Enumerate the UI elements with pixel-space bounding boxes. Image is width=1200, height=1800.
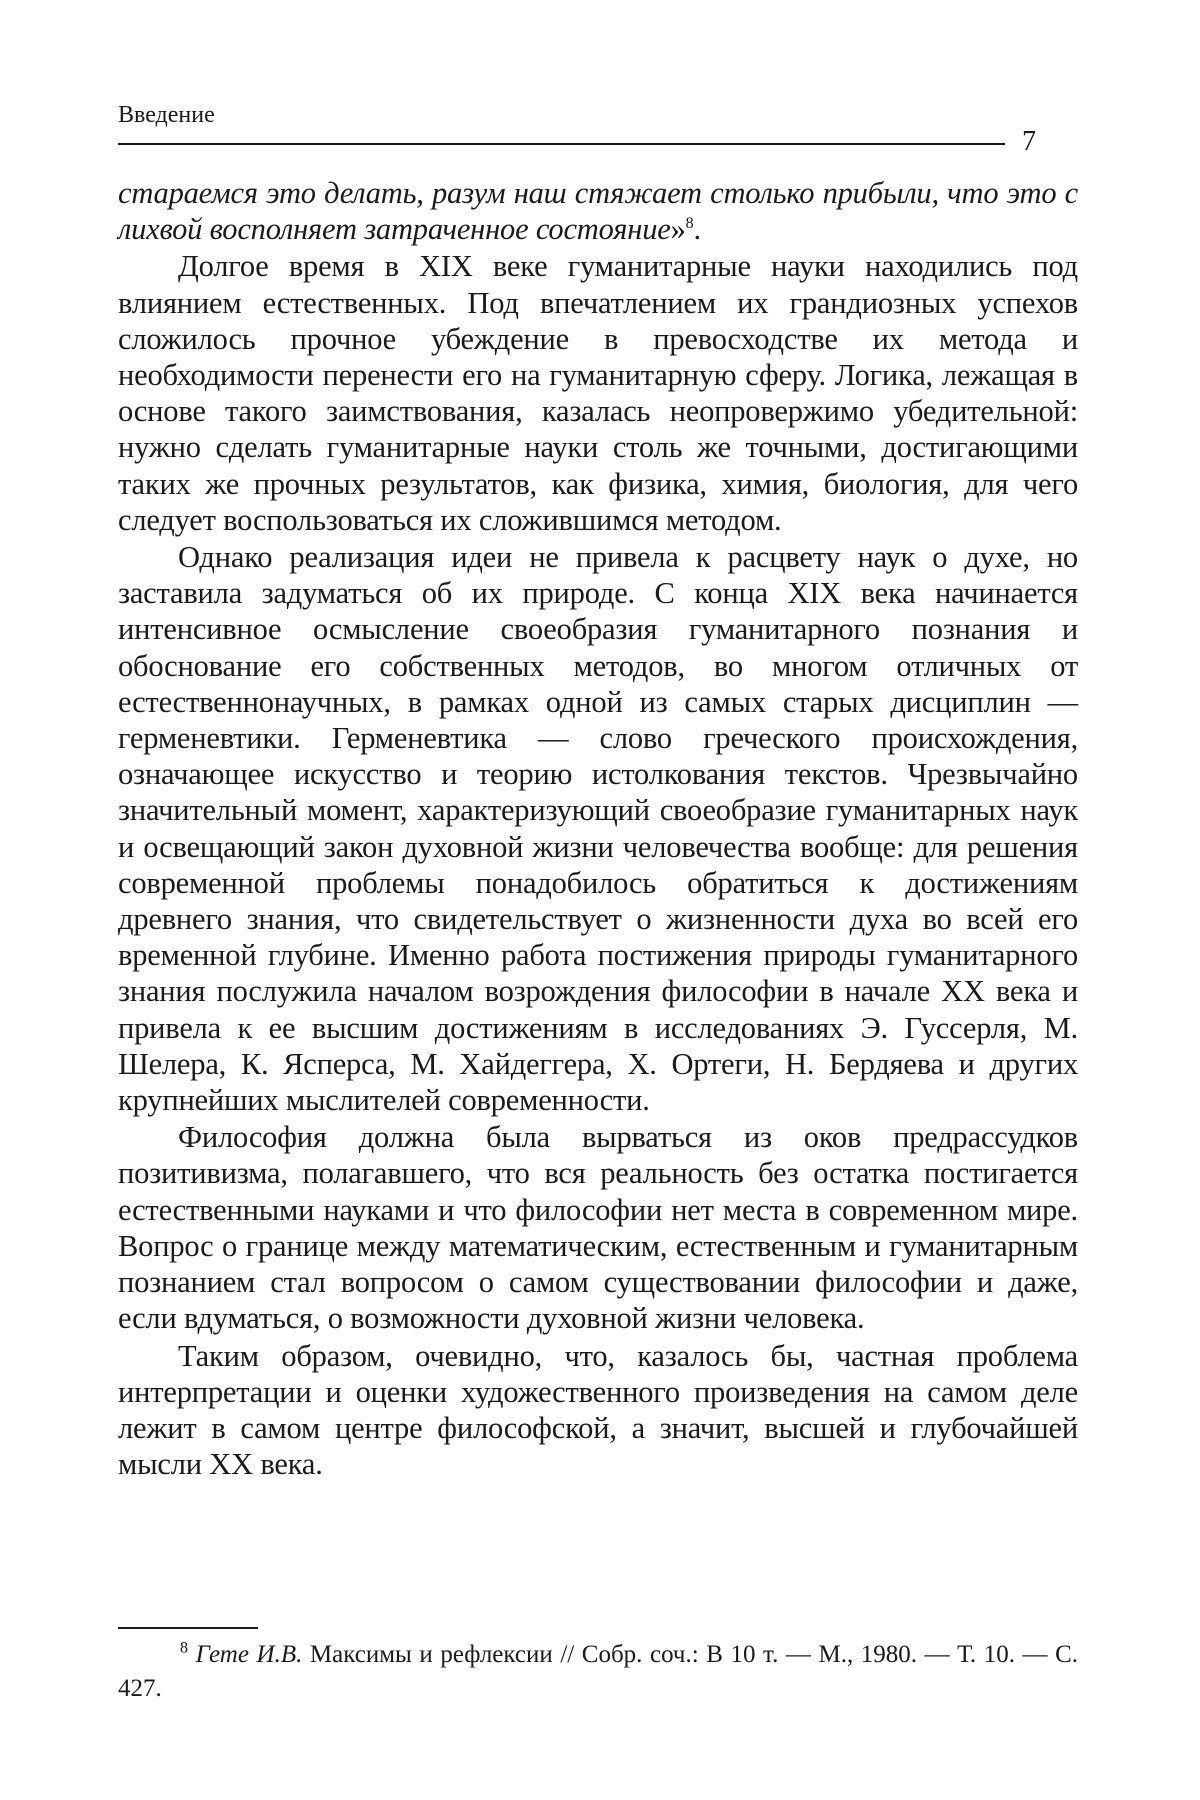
page-number: 7 — [1022, 126, 1036, 157]
main-text — [118, 175, 1078, 1482]
book-page — [118, 0, 1078, 1800]
paragraph: Долгое время в XIX веке гуманитарные науки находились под влиянием естественных. Под впечатлением их грандиозных успехов сложилось прочное убеждение в превосходстве их метода и необходимости перенести его на гуманитарную сферу. Логика, лежащая в основе такого заимствования, казалась неопровержимо убедительной: нужно сделать гуманитарные науки столь же точными, достигающими таких же прочных результатов, как физика, химия, биология, для чего следует воспользоваться их сложившимся методом. — [118, 249, 1078, 537]
footnote-author: Гете И.В. — [195, 1641, 303, 1668]
footnote-text: Максимы и рефлексии // Собр. соч.: В 10 т. — М., 1980. — Т. 10. — С. 427. — [118, 1641, 1078, 1702]
paragraph: Философия должна была вырваться из оков предрассудков позитивизма, полагавшего, что вся реальность без остатка постигается естественными науками и что философии нет места в современном мире. Вопрос о границе между математическим, естественным и гуманитарным познанием стал вопросом о самом существовании философии и даже, если вдуматься, о возможности духовной жизни человека. — [118, 1120, 1078, 1336]
running-head: Введение — [118, 102, 215, 128]
quote-continuation — [118, 175, 1078, 247]
footnote-reference: 8 — [685, 215, 694, 233]
header-rule — [118, 143, 1005, 145]
quote-period: . — [693, 212, 701, 247]
footnote-rule — [118, 1627, 258, 1629]
footnote — [118, 1638, 1078, 1706]
quote-text: стараемся это делать, разум наш стяжает столько прибыли, что это с лихвой восполняет затраченное состояние — [118, 176, 1078, 247]
paragraph: Таким образом, очевидно, что, казалось бы, частная проблема интерпретации и оценки художественного произведения на самом деле лежит в самом центре философской, а значит, высшей и глубочайшей мысли XX века. — [118, 1338, 1078, 1482]
quote-close-mark: » — [670, 212, 686, 247]
paragraph: Однако реализация идеи не привела к расцвету наук о духе, но заставила задуматься об их природе. С конца XIX века начинается интенсивное осмысление своеобразия гуманитарного познания и обоснование его собственных методов, во многом отличных от естественнонаучных, в рамках одной из самых старых дисциплин — герменевтики. Герменевтика — слово греческого происхождения, означающее искусство и теорию истолкования текстов. Чрезвычайно значительный момент, характеризующий своеобразие гуманитарных наук и освещающий закон духовной жизни человечества вообще: для решения современной проблемы понадобилось обратиться к достижениям древнего знания, что свидетельствует о жизненности духа во всей его временной глубине. Именно работа постижения природы гуманитарного знания послужила началом возрождения философии в начале XX века и привела к ее высшим достижениям в исследованиях Э. Гуссерля, М. Шелера, К. Ясперса, М. Хайдеггера, Х. Ортеги, Н. Бердяева и других крупнейших мыслителей современности. — [118, 540, 1078, 1118]
footnote-number: 8 — [180, 1639, 188, 1657]
